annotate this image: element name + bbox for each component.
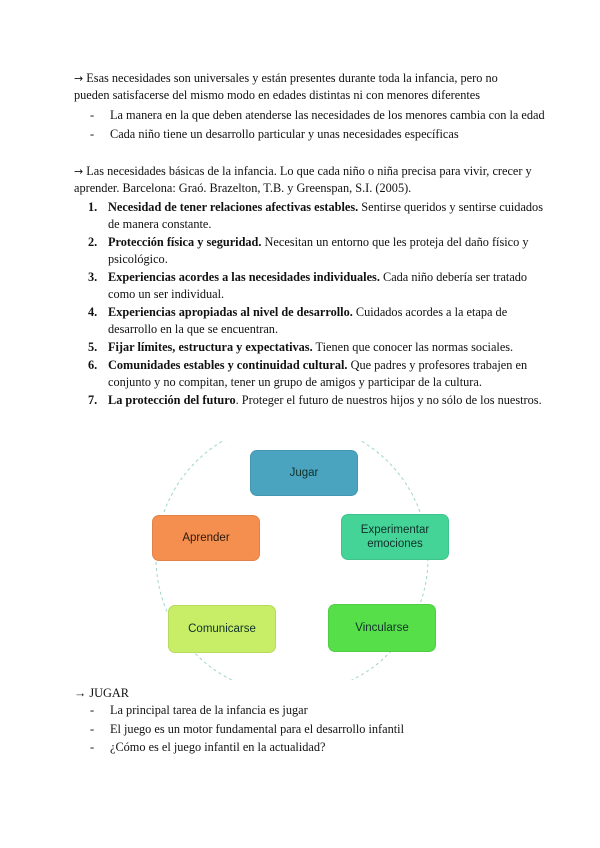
list-item xyxy=(74,721,544,740)
node-label: Experimentar emociones xyxy=(360,524,430,550)
need-title: Experiencias apropiadas al nivel de desarrollo. xyxy=(108,305,353,319)
jugar-heading: → JUGAR xyxy=(74,686,129,700)
list-item-text: Cada niño tiene un desarrollo particular y unas necesidades específicas xyxy=(110,126,459,141)
cycle-node-comunicarse xyxy=(168,605,276,653)
list-item-text: ¿Cómo es el juego infantil en la actualidad? xyxy=(110,740,326,754)
cycle-node-experimentar-emociones xyxy=(341,514,449,560)
node-label: Vincularse xyxy=(355,622,409,634)
need-title: Experiencias acordes a las necesidades individuales. xyxy=(108,270,380,284)
dash-bullet-icon: - xyxy=(90,108,95,122)
need-title: Necesidad de tener relaciones afectivas estables. xyxy=(108,200,359,214)
cycle-diagram xyxy=(0,440,600,680)
list-item-text: El juego es un motor fundamental para el desarrollo infantil xyxy=(110,721,405,736)
need-number: 3. xyxy=(88,270,98,284)
list-item-text: La manera en la que deben atenderse las necesidades de los menores cambia con la edad xyxy=(110,108,545,122)
need-item xyxy=(74,392,544,409)
dash-bullet-icon: - xyxy=(90,721,95,736)
need-title: Fijar límites, estructura y expectativas. xyxy=(108,340,313,354)
need-description: Sentirse queridos y sentirse cuidados de manera constante. xyxy=(108,200,543,231)
need-item xyxy=(74,304,544,338)
need-item xyxy=(74,339,544,356)
need-number: 2. xyxy=(88,235,98,249)
source-paragraph xyxy=(74,163,534,197)
need-number: 5. xyxy=(88,340,98,354)
dash-bullet-icon: - xyxy=(90,126,95,141)
node-label: Aprender xyxy=(182,532,230,544)
cycle-node-aprender xyxy=(152,515,260,561)
need-title: La protección del futuro xyxy=(108,393,236,407)
list-item xyxy=(74,107,544,126)
dash-bullet-icon: - xyxy=(90,740,95,754)
need-number: 6. xyxy=(88,358,98,372)
node-label: Comunicarse xyxy=(188,623,256,635)
need-description: . Proteger el futuro de nuestros hijos y no sólo de los nuestros. xyxy=(235,393,542,407)
need-description: Que padres y profesores trabajen en conjunto y no compitan, tener un grupo de amigos y participar de la cultura. xyxy=(108,358,528,389)
need-description: Tienen que conocer las normas sociales. xyxy=(312,340,514,354)
intro-bullet-list xyxy=(74,107,544,144)
dash-bullet-icon: - xyxy=(90,703,95,717)
need-number: 4. xyxy=(88,305,98,319)
need-item xyxy=(74,199,544,233)
need-number: 1. xyxy=(88,200,98,214)
arrow-icon: → xyxy=(74,165,84,178)
need-title: Comunidades estables y continuidad cultural. xyxy=(108,358,348,372)
cycle-node-vincularse xyxy=(328,604,436,652)
cycle-node-jugar xyxy=(250,450,358,496)
list-item xyxy=(74,739,544,758)
arrow-icon: → xyxy=(74,72,84,85)
list-item xyxy=(74,702,544,721)
need-item xyxy=(74,269,544,303)
intro-text: Esas necesidades son universales y están presentes durante toda la infancia, pero no pueden satisfacerse del mismo modo en edades distintas ni con menores diferentes xyxy=(74,71,498,102)
need-description: Cada niño debería ser tratado como un ser individual. xyxy=(108,270,528,301)
intro-paragraph xyxy=(74,70,534,104)
need-number: 7. xyxy=(88,393,98,407)
need-description: Cuidados acordes a la etapa de desarrollo en la que se encuentran. xyxy=(108,305,508,336)
node-label: Jugar xyxy=(289,467,319,479)
needs-list xyxy=(74,199,544,410)
need-title: Protección física y seguridad. xyxy=(108,235,262,249)
need-description: Necesitan un entorno que les proteja del daño físico y psicológico. xyxy=(108,235,529,266)
need-item xyxy=(74,357,544,391)
list-item-text: La principal tarea de la infancia es jugar xyxy=(110,703,308,717)
need-item xyxy=(74,234,544,268)
list-item xyxy=(74,126,544,145)
jugar-bullet-list xyxy=(74,702,544,758)
source-text: Las necesidades básicas de la infancia. Lo que cada niño o niña precisa para vivir, crecer y aprender. Barcelona: Graó. Brazelton, T.B. y Greenspan, S.I. (2005). xyxy=(74,164,532,195)
